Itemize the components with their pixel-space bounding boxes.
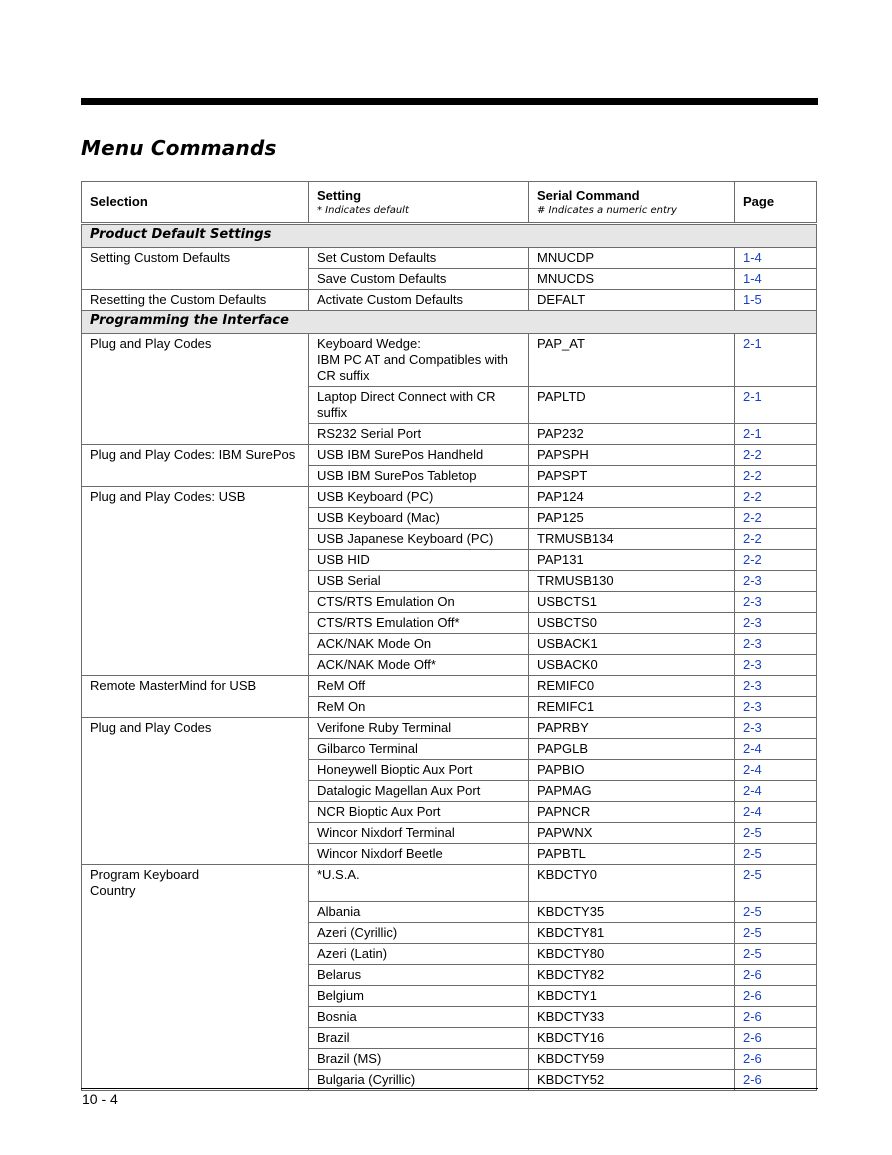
setting-cell: ACK/NAK Mode On [309, 634, 529, 655]
page-cell [735, 986, 817, 1007]
page-link[interactable]: 2-6 [743, 1051, 762, 1066]
table-row [82, 248, 817, 269]
setting-cell: Bosnia [309, 1007, 529, 1028]
table-row [82, 718, 817, 739]
setting-cell: Albania [309, 902, 529, 923]
serial-command-cell: KBDCTY16 [529, 1028, 735, 1049]
table-row [82, 1028, 817, 1049]
page-cell [735, 529, 817, 550]
setting-cell: USB HID [309, 550, 529, 571]
page-cell [735, 865, 817, 902]
section-title: Product Default Settings [82, 224, 817, 248]
setting-cell: Belarus [309, 965, 529, 986]
selection-cell [82, 944, 309, 965]
setting-cell: USB Japanese Keyboard (PC) [309, 529, 529, 550]
selection-cell [82, 634, 309, 655]
serial-command-cell: PAPBTL [529, 844, 735, 865]
page-cell [735, 424, 817, 445]
page-cell [735, 697, 817, 718]
table-row [82, 965, 817, 986]
page-link[interactable]: 2-6 [743, 1009, 762, 1024]
serial-command-cell: PAP124 [529, 487, 735, 508]
table-row [82, 387, 817, 424]
page-link[interactable]: 2-4 [743, 762, 762, 777]
setting-cell: Belgium [309, 986, 529, 1007]
table-row [82, 923, 817, 944]
setting-cell: CTS/RTS Emulation Off* [309, 613, 529, 634]
page-cell [735, 1007, 817, 1028]
serial-command-cell: MNUCDP [529, 248, 735, 269]
setting-cell: USB Serial [309, 571, 529, 592]
table-row [82, 290, 817, 311]
table-row [82, 902, 817, 923]
page-link[interactable]: 1-4 [743, 250, 762, 265]
selection-cell [82, 508, 309, 529]
setting-cell: NCR Bioptic Aux Port [309, 802, 529, 823]
selection-cell: Plug and Play Codes [82, 718, 309, 739]
page-cell [735, 902, 817, 923]
setting-cell: USB IBM SurePos Handheld [309, 445, 529, 466]
selection-cell [82, 802, 309, 823]
page-link[interactable]: 2-5 [743, 946, 762, 961]
table-row [82, 865, 817, 902]
selection-cell [82, 781, 309, 802]
selection-cell [82, 965, 309, 986]
setting-cell: Datalogic Magellan Aux Port [309, 781, 529, 802]
page-cell [735, 487, 817, 508]
serial-command-cell: KBDCTY81 [529, 923, 735, 944]
serial-command-cell: TRMUSB134 [529, 529, 735, 550]
page-cell [735, 844, 817, 865]
page-link[interactable]: 2-3 [743, 615, 762, 630]
serial-command-cell: PAP232 [529, 424, 735, 445]
table-row [82, 550, 817, 571]
page-link[interactable]: 2-6 [743, 1030, 762, 1045]
selection-cell [82, 592, 309, 613]
page-cell [735, 676, 817, 697]
setting-cell: Keyboard Wedge: IBM PC AT and Compatibles with CR suffix [309, 334, 529, 387]
table-row [82, 1007, 817, 1028]
page-link[interactable]: 2-2 [743, 510, 762, 525]
table-row [82, 592, 817, 613]
serial-command-cell: PAPRBY [529, 718, 735, 739]
serial-command-cell: PAPWNX [529, 823, 735, 844]
selection-cell [82, 529, 309, 550]
page-cell [735, 823, 817, 844]
table-body [82, 224, 817, 1091]
page-cell [735, 923, 817, 944]
selection-cell [82, 655, 309, 676]
serial-command-cell: KBDCTY52 [529, 1070, 735, 1091]
table-row [82, 739, 817, 760]
page-cell [735, 466, 817, 487]
setting-cell: USB IBM SurePos Tabletop [309, 466, 529, 487]
page-link[interactable]: 2-1 [743, 426, 762, 441]
serial-command-cell: REMIFC0 [529, 676, 735, 697]
selection-cell: Resetting the Custom Defaults [82, 290, 309, 311]
selection-cell: Plug and Play Codes [82, 334, 309, 387]
page-link[interactable]: 2-5 [743, 925, 762, 940]
bottom-rule [81, 1088, 818, 1089]
setting-cell: Verifone Ruby Terminal [309, 718, 529, 739]
setting-cell: Azeri (Cyrillic) [309, 923, 529, 944]
setting-cell: RS232 Serial Port [309, 424, 529, 445]
setting-cell: Wincor Nixdorf Terminal [309, 823, 529, 844]
serial-command-cell: PAPBIO [529, 760, 735, 781]
header-serial-command: Serial Command # Indicates a numeric entry [529, 182, 735, 224]
serial-command-cell: USBCTS1 [529, 592, 735, 613]
selection-cell: Setting Custom Defaults [82, 248, 309, 269]
menu-commands-table [81, 181, 817, 1091]
page-link[interactable]: 2-5 [743, 846, 762, 861]
page-cell [735, 508, 817, 529]
header-setting: Setting * Indicates default [309, 182, 529, 224]
page-link[interactable]: 2-4 [743, 783, 762, 798]
selection-cell: Program Keyboard Country [82, 865, 309, 902]
serial-command-cell: REMIFC1 [529, 697, 735, 718]
selection-cell [82, 387, 309, 424]
setting-cell: USB Keyboard (Mac) [309, 508, 529, 529]
selection-cell [82, 902, 309, 923]
table-row [82, 697, 817, 718]
selection-cell: Remote MasterMind for USB [82, 676, 309, 697]
selection-cell [82, 269, 309, 290]
setting-cell: ACK/NAK Mode Off* [309, 655, 529, 676]
setting-cell: Set Custom Defaults [309, 248, 529, 269]
setting-cell: Bulgaria (Cyrillic) [309, 1070, 529, 1091]
serial-command-cell: USBACK1 [529, 634, 735, 655]
serial-command-cell: KBDCTY0 [529, 865, 735, 902]
setting-cell: Brazil (MS) [309, 1049, 529, 1070]
page-cell [735, 781, 817, 802]
page-link[interactable]: 2-3 [743, 657, 762, 672]
page-title: Menu Commands [81, 136, 277, 160]
selection-cell [82, 1028, 309, 1049]
page-link[interactable]: 2-3 [743, 699, 762, 714]
setting-cell: Wincor Nixdorf Beetle [309, 844, 529, 865]
table-row [82, 844, 817, 865]
setting-cell: Honeywell Bioptic Aux Port [309, 760, 529, 781]
page-link[interactable]: 2-2 [743, 468, 762, 483]
selection-cell [82, 986, 309, 1007]
selection-cell [82, 697, 309, 718]
section-title: Programming the Interface [82, 311, 817, 334]
serial-command-cell: KBDCTY82 [529, 965, 735, 986]
table-row [82, 466, 817, 487]
header-selection: Selection [82, 182, 309, 224]
setting-cell: Gilbarco Terminal [309, 739, 529, 760]
page-cell [735, 739, 817, 760]
selection-cell [82, 923, 309, 944]
page-cell [735, 718, 817, 739]
page-link[interactable]: 2-4 [743, 741, 762, 756]
serial-command-cell: PAP125 [529, 508, 735, 529]
serial-command-cell: KBDCTY33 [529, 1007, 735, 1028]
selection-cell [82, 550, 309, 571]
page-link[interactable]: 2-6 [743, 1072, 762, 1087]
page-link[interactable]: 2-5 [743, 904, 762, 919]
serial-command-cell: KBDCTY1 [529, 986, 735, 1007]
top-rule [81, 98, 818, 105]
table-row [82, 655, 817, 676]
page-cell [735, 802, 817, 823]
serial-command-cell: KBDCTY35 [529, 902, 735, 923]
page-cell [735, 269, 817, 290]
page-cell [735, 1028, 817, 1049]
selection-cell [82, 739, 309, 760]
page-link[interactable]: 2-3 [743, 720, 762, 735]
page-link[interactable]: 2-3 [743, 573, 762, 588]
selection-cell [82, 571, 309, 592]
table-row [82, 802, 817, 823]
page-link[interactable]: 2-5 [743, 825, 762, 840]
table-header-row [82, 182, 817, 224]
page-link[interactable]: 2-2 [743, 531, 762, 546]
page-link[interactable]: 2-1 [743, 336, 762, 351]
header-page: Page [735, 182, 817, 224]
serial-command-cell: DEFALT [529, 290, 735, 311]
page-cell [735, 1049, 817, 1070]
page-link[interactable]: 2-5 [743, 867, 762, 882]
page-link[interactable]: 1-5 [743, 292, 762, 307]
page-link[interactable]: 2-3 [743, 636, 762, 651]
table-row [82, 529, 817, 550]
table-row [82, 424, 817, 445]
setting-cell: CTS/RTS Emulation On [309, 592, 529, 613]
table-row [82, 781, 817, 802]
serial-command-cell: USBACK0 [529, 655, 735, 676]
serial-command-cell: USBCTS0 [529, 613, 735, 634]
page-link[interactable]: 1-4 [743, 271, 762, 286]
table-row [82, 487, 817, 508]
setting-cell: Activate Custom Defaults [309, 290, 529, 311]
page-cell [735, 334, 817, 387]
serial-command-cell: TRMUSB130 [529, 571, 735, 592]
serial-command-cell: PAPNCR [529, 802, 735, 823]
table-row [82, 634, 817, 655]
page-cell [735, 965, 817, 986]
header-serial-note: # Indicates a numeric entry [537, 204, 677, 216]
table-row [82, 571, 817, 592]
selection-cell: Plug and Play Codes: IBM SurePos [82, 445, 309, 466]
setting-cell: Brazil [309, 1028, 529, 1049]
selection-cell [82, 760, 309, 781]
table-row [82, 508, 817, 529]
table-row [82, 1049, 817, 1070]
page-cell [735, 445, 817, 466]
page-link[interactable]: 2-2 [743, 489, 762, 504]
serial-command-cell: PAPGLB [529, 739, 735, 760]
page-cell [735, 634, 817, 655]
serial-command-cell: KBDCTY80 [529, 944, 735, 965]
page-link[interactable]: 2-6 [743, 967, 762, 982]
selection-cell [82, 823, 309, 844]
page-cell [735, 571, 817, 592]
setting-cell: ReM On [309, 697, 529, 718]
page-cell [735, 592, 817, 613]
serial-command-cell: KBDCTY59 [529, 1049, 735, 1070]
selection-cell [82, 1007, 309, 1028]
serial-command-cell: PAPSPH [529, 445, 735, 466]
setting-cell: *U.S.A. [309, 865, 529, 902]
table-row [82, 613, 817, 634]
page-number: 10 - 4 [82, 1091, 118, 1107]
selection-cell [82, 424, 309, 445]
serial-command-cell: PAP131 [529, 550, 735, 571]
setting-cell: USB Keyboard (PC) [309, 487, 529, 508]
table-row [82, 334, 817, 387]
table-row [82, 944, 817, 965]
page-cell [735, 550, 817, 571]
page-cell [735, 248, 817, 269]
section-header-row [82, 311, 817, 334]
page-cell [735, 290, 817, 311]
selection-cell: Plug and Play Codes: USB [82, 487, 309, 508]
setting-cell: ReM Off [309, 676, 529, 697]
table-row [82, 676, 817, 697]
page-cell [735, 655, 817, 676]
page-cell [735, 613, 817, 634]
page-link[interactable]: 2-2 [743, 447, 762, 462]
page-link[interactable]: 2-1 [743, 389, 762, 404]
section-header-row [82, 224, 817, 248]
serial-command-cell: PAP_AT [529, 334, 735, 387]
serial-command-cell: MNUCDS [529, 269, 735, 290]
selection-cell [82, 844, 309, 865]
table-row [82, 823, 817, 844]
serial-command-cell: PAPMAG [529, 781, 735, 802]
page-cell [735, 760, 817, 781]
page-link[interactable]: 2-3 [743, 594, 762, 609]
page-cell [735, 944, 817, 965]
table-row [82, 269, 817, 290]
setting-cell: Azeri (Latin) [309, 944, 529, 965]
selection-cell [82, 1049, 309, 1070]
page-link[interactable]: 2-6 [743, 988, 762, 1003]
serial-command-cell: PAPLTD [529, 387, 735, 424]
page-link[interactable]: 2-4 [743, 804, 762, 819]
selection-cell [82, 466, 309, 487]
setting-cell: Laptop Direct Connect with CR suffix [309, 387, 529, 424]
page-link[interactable]: 2-3 [743, 678, 762, 693]
page-cell [735, 387, 817, 424]
setting-cell: Save Custom Defaults [309, 269, 529, 290]
table-row [82, 760, 817, 781]
selection-cell [82, 613, 309, 634]
page-link[interactable]: 2-2 [743, 552, 762, 567]
header-setting-note: * Indicates default [317, 204, 409, 216]
table-row [82, 445, 817, 466]
serial-command-cell: PAPSPT [529, 466, 735, 487]
table-row [82, 986, 817, 1007]
